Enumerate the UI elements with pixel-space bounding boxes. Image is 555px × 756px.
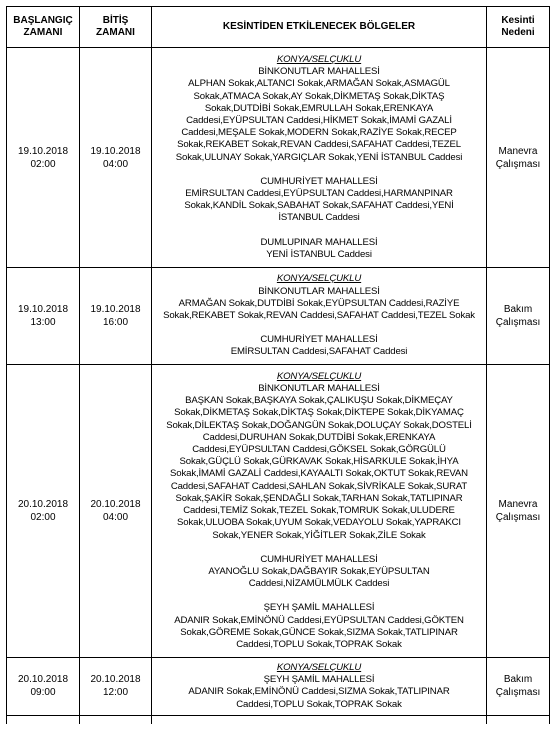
region-title: KONYA/SELÇUKLU: [276, 370, 362, 382]
end-time-cell: 20.10.2018 12:00: [80, 658, 152, 716]
street-line: Caddesi,MEŞALE Sokak,MODERN Sokak,RAZİYE Sokak,RECEP: [181, 127, 457, 139]
street-line: BAŞKAN Sokak,BAŞKAYA Sokak,ÇALIKUŞU Sokak,DİKMEÇAY: [185, 395, 453, 407]
neighborhood-name: BİNKONUTLAR MAHALLESİ: [258, 66, 380, 78]
neighborhood-name: BİNKONUTLAR MAHALLESİ: [258, 383, 380, 395]
start-time-cell: 19.10.2018 02:00: [7, 48, 80, 268]
header-end-time: BİTİŞ ZAMANI: [80, 7, 152, 48]
neighborhood-block: [154, 554, 484, 591]
start-time-cell: 20.10.2018 09:00: [7, 658, 80, 716]
end-time-cell: 20.10.2018 04:00: [80, 365, 152, 658]
street-line: Sokak,GÜÇLÜ Sokak,GÜRKAVAK Sokak,HİSARKULE Sokak,İHYA: [179, 456, 459, 468]
street-line: İSTANBUL Caddesi: [278, 212, 360, 224]
street-line: Caddesi,NİZAMÜLMÜLK Caddesi: [248, 578, 390, 590]
street-line: Caddesi,SAFAHAT Caddesi,SAHLAN Sokak,SİVRİKALE Sokak,SURAT: [170, 480, 468, 492]
neighborhood-name: ŞEYH ŞAMİL MAHALLESİ: [263, 674, 375, 686]
block-spacer: [154, 542, 484, 554]
neighborhood-block: [154, 286, 484, 323]
street-line: Sokak,İMAMİ GAZALİ Caddesi,KAYAALTI Sokak,OKTUT Sokak,REVAN: [170, 468, 468, 480]
neighborhood-block: [154, 66, 484, 164]
street-line: ARMAĞAN Sokak,DUTDİBİ Sokak,EYÜPSULTAN Caddesi,RAZİYE: [178, 297, 460, 309]
street-line: Sokak,ULUOBA Sokak,UYUM Sokak,VEDAYOLU Sokak,YAPRAKCI: [177, 517, 461, 529]
empty-cell: [80, 715, 152, 724]
street-line: Sokak,YENER Sokak,YİĞİTLER Sokak,ZİLE Sokak: [212, 529, 426, 541]
street-line: AYANOĞLU Sokak,DAĞBAYIR Sokak,EYÜPSULTAN: [208, 565, 430, 577]
neighborhood-name: DUMLUPINAR MAHALLESİ: [260, 236, 378, 248]
neighborhood-block: [154, 237, 484, 261]
header-row: [7, 7, 550, 48]
table-row: [7, 48, 550, 268]
block-spacer: [154, 164, 484, 176]
region-title: KONYA/SELÇUKLU: [276, 53, 362, 65]
street-line: Caddesi,DURUHAN Sokak,DUTDİBİ Sokak,ERENKAYA: [202, 431, 436, 443]
table-row: [7, 268, 550, 365]
neighborhood-block: [154, 334, 484, 358]
street-line: Sokak,DİKMETAŞ Sokak,DİKTAŞ Sokak,DİKTEPE Sokak,DİKYAMAÇ: [174, 407, 464, 419]
neighborhood-name: BİNKONUTLAR MAHALLESİ: [258, 285, 380, 297]
empty-cell: [7, 715, 80, 724]
regions-cell: [152, 48, 487, 268]
street-line: Caddesi,TEMİZ Sokak,TEZEL Sokak,TOMRUK Sokak,ULUDERE: [183, 505, 455, 517]
neighborhood-name: CUMHURİYET MAHALLESİ: [260, 553, 378, 565]
neighborhood-name: ŞEYH ŞAMİL MAHALLESİ: [263, 602, 375, 614]
street-line: Caddesi,TOPLU Sokak,TOPRAK Sokak: [236, 638, 402, 650]
street-line: Sokak,ATMACA Sokak,AY Sokak,DİKMETAŞ Sokak,DİKTAŞ: [193, 90, 445, 102]
street-line: EMİRSULTAN Caddesi,EYÜPSULTAN Caddesi,HARMANPINAR: [185, 188, 453, 199]
start-time-cell: 19.10.2018 13:00: [7, 268, 80, 365]
table-row: [7, 365, 550, 658]
street-line: Sokak,REKABET Sokak,REVAN Caddesi,SAFAHAT Caddesi,TEZEL Sokak: [163, 310, 475, 321]
table-row: [7, 658, 550, 716]
end-time-cell: 19.10.2018 16:00: [80, 268, 152, 365]
empty-cell: [152, 715, 487, 724]
end-time-cell: 19.10.2018 04:00: [80, 48, 152, 268]
table-body: [7, 48, 550, 724]
region-title: KONYA/SELÇUKLU: [276, 662, 362, 673]
start-time-cell: 20.10.2018 02:00: [7, 365, 80, 658]
neighborhood-block: [154, 176, 484, 225]
cut-off-row: [7, 715, 550, 724]
outage-table: [6, 6, 550, 724]
block-spacer: [154, 590, 484, 602]
street-line: Caddesi,EYÜPSULTAN Caddesi,HİKMET Sokak,İMAMİ GAZALİ: [186, 114, 452, 126]
regions-cell: [152, 365, 487, 658]
street-line: Sokak,ŞAKİR Sokak,ŞENDAĞLI Sokak,TARHAN Sokak,TATLIPINAR: [175, 492, 463, 504]
reason-cell: Bakım Çalışması: [487, 658, 550, 716]
regions-cell: [152, 268, 487, 365]
region-title: KONYA/SELÇUKLU: [276, 273, 362, 285]
street-line: Sokak,REKABET Sokak,REVAN Caddesi,SAFAHAT Caddesi,TEZEL: [177, 139, 461, 151]
reason-cell: Manevra Çalışması: [487, 365, 550, 658]
neighborhood-name: CUMHURİYET MAHALLESİ: [260, 334, 378, 346]
street-line: Sokak,KANDİL Sokak,SABAHAT Sokak,SAFAHAT Caddesi,YENİ: [184, 200, 454, 212]
reason-cell: Bakım Çalışması: [487, 268, 550, 365]
neighborhood-block: [154, 602, 484, 651]
block-spacer: [154, 225, 484, 237]
street-line: Sokak,GÖREME Sokak,GÜNCE Sokak,SIZMA Sokak,TATLIPINAR: [180, 626, 458, 638]
header-regions: KESİNTİDEN ETKİLENECEK BÖLGELER: [152, 7, 487, 48]
street-line: Sokak,DİLEKTAŞ Sokak,DOĞANGÜN Sokak,DOLUÇAY Sokak,DOSTELİ: [166, 419, 472, 431]
block-spacer: [154, 322, 484, 334]
street-line: Caddesi,EYÜPSULTAN Caddesi,GÖKSEL Sokak,GÖRGÜLÜ: [192, 444, 446, 456]
street-line: Sokak,DUTDİBİ Sokak,EMRULLAH Sokak,ERENKAYA: [204, 102, 434, 114]
neighborhood-name: CUMHURİYET MAHALLESİ: [260, 175, 378, 187]
street-line: ALPHAN Sokak,ALTANCI Sokak,ARMAĞAN Sokak,ASMAGÜL: [188, 78, 450, 90]
street-line: YENİ İSTANBUL Caddesi: [266, 248, 372, 260]
street-line: Caddesi,TOPLU Sokak,TOPRAK Sokak: [236, 698, 402, 710]
street-line: ADANIR Sokak,EMİNÖNÜ Caddesi,EYÜPSULTAN Caddesi,GÖKTEN: [174, 614, 464, 626]
street-line: ADANIR Sokak,EMİNÖNÜ Caddesi,SIZMA Sokak,TATLIPINAR: [188, 686, 450, 698]
neighborhood-block: [154, 674, 484, 711]
neighborhood-block: [154, 383, 484, 542]
regions-cell: [152, 658, 487, 716]
header-reason: Kesinti Nedeni: [487, 7, 550, 48]
empty-cell: [487, 715, 550, 724]
street-line: EMİRSULTAN Caddesi,SAFAHAT Caddesi: [230, 346, 408, 358]
street-line: Sokak,ULUNAY Sokak,YARGIÇLAR Sokak,YENİ İSTANBUL Caddesi: [175, 151, 463, 163]
reason-cell: Manevra Çalışması: [487, 48, 550, 268]
header-start-time: BAŞLANGIÇ ZAMANI: [7, 7, 80, 48]
